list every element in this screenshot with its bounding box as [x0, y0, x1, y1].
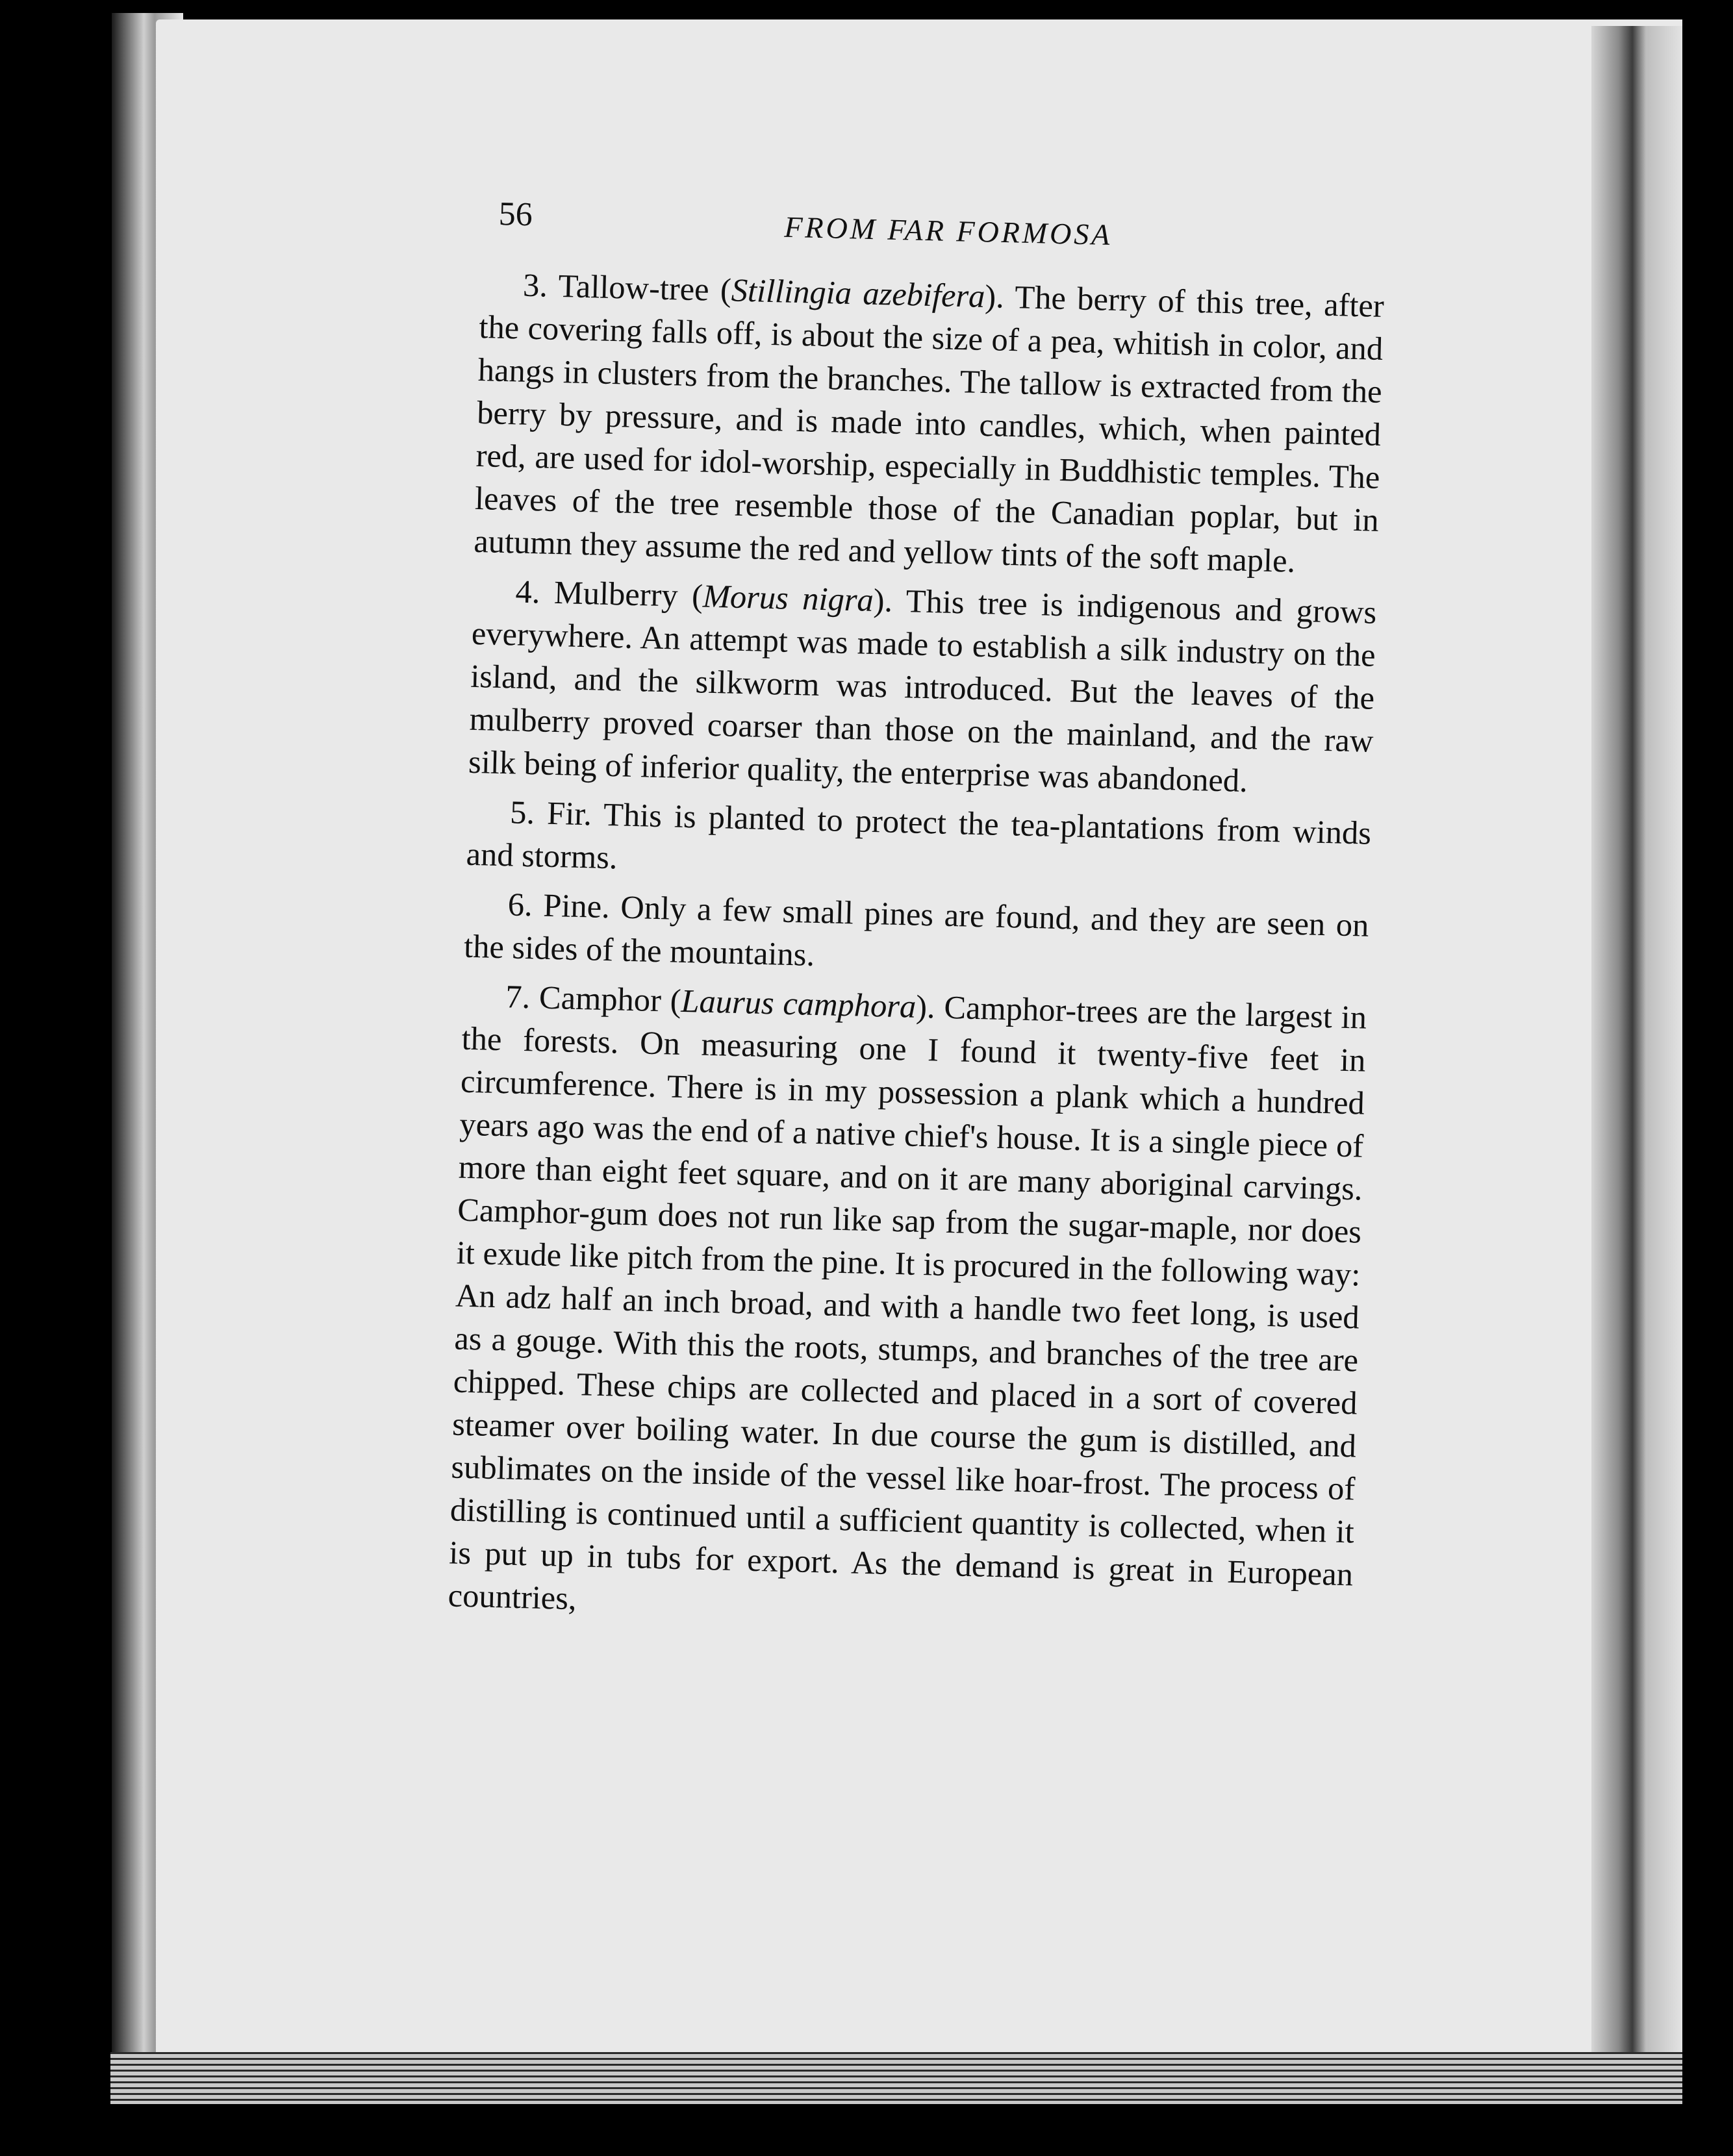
paragraph-lead: 7. Camphor (	[505, 978, 682, 1019]
latin-name: Stillingia azebifera	[731, 271, 986, 314]
paragraph-mulberry	[468, 569, 1377, 805]
paragraph-lead: 3. Tallow-tree (	[522, 266, 732, 308]
paragraph-body: ). This tree is indigenous and grows everywhere. An attempt was made to establish a silk industry on the island, and the silkworm was introduced. But the leaves of the mulberry proved coarser than those on the mainland, and the raw silk being of inferior quality, the enterprise was abandoned.	[468, 581, 1377, 799]
latin-name: Laurus camphora	[680, 982, 917, 1025]
paragraph-body: ). The berry of this tree, after the covering falls off, is about the size of a pea, whitish in color, and hangs in clusters from the branches. The tallow is extracted from the berry by pressure, and is made into candles, which, when painted red, are used for idol-worship, especially in Buddhistic temples. The leaves of the tree resemble those of the Canadian poplar, but in autumn they assume the red and yellow tints of the soft maple.	[473, 277, 1385, 579]
bottom-page-edges	[110, 2052, 1682, 2104]
page-number: 56	[498, 195, 533, 234]
running-title: FROM FAR FORMOSA	[783, 210, 1113, 252]
latin-name: Morus nigra	[702, 577, 874, 618]
paragraph-pine	[463, 882, 1369, 990]
paragraph-body: 6. Pine. Only a few small pines are found, and they are seen on the sides of the mountains.	[463, 886, 1370, 973]
paragraph-camphor	[448, 974, 1367, 1639]
paragraph-tallow-tree	[474, 262, 1385, 584]
right-page-edge	[1591, 26, 1682, 2091]
paragraph-body: 5. Fir. This is planted to protect the tea-plantations from winds and storms.	[466, 794, 1372, 876]
paragraph-fir	[466, 790, 1372, 897]
paragraph-body: ). Camphor-trees are the largest in the forests. On measuring one I found it twenty-five feet in circumference. There is in my possession a plank which a hundred years ago was the end of a native chief's house. It is a single piece of more than eight feet square, and on it are many aboriginal carvings. Camphor-gum does not run like sap from the sugar-maple, nor does it exude like pitch from the pine. It is procured in the following way: An adz half an inch broad, and with a handle two feet long, is used as a gouge. With this the roots, stumps, and branches of the tree are chipped. These chips are collected and placed in a sort of covered steamer over boiling water. In due course the gum is distilled, and sublimates on the inside of the vessel like hoar-frost. The process of distilling is continued until a sufficient quantity is collected, when it is put up in tubs for export. As the demand is great in European countries,	[448, 988, 1367, 1617]
body-text	[448, 262, 1385, 1645]
paragraph-lead: 4. Mulberry (	[514, 573, 703, 614]
